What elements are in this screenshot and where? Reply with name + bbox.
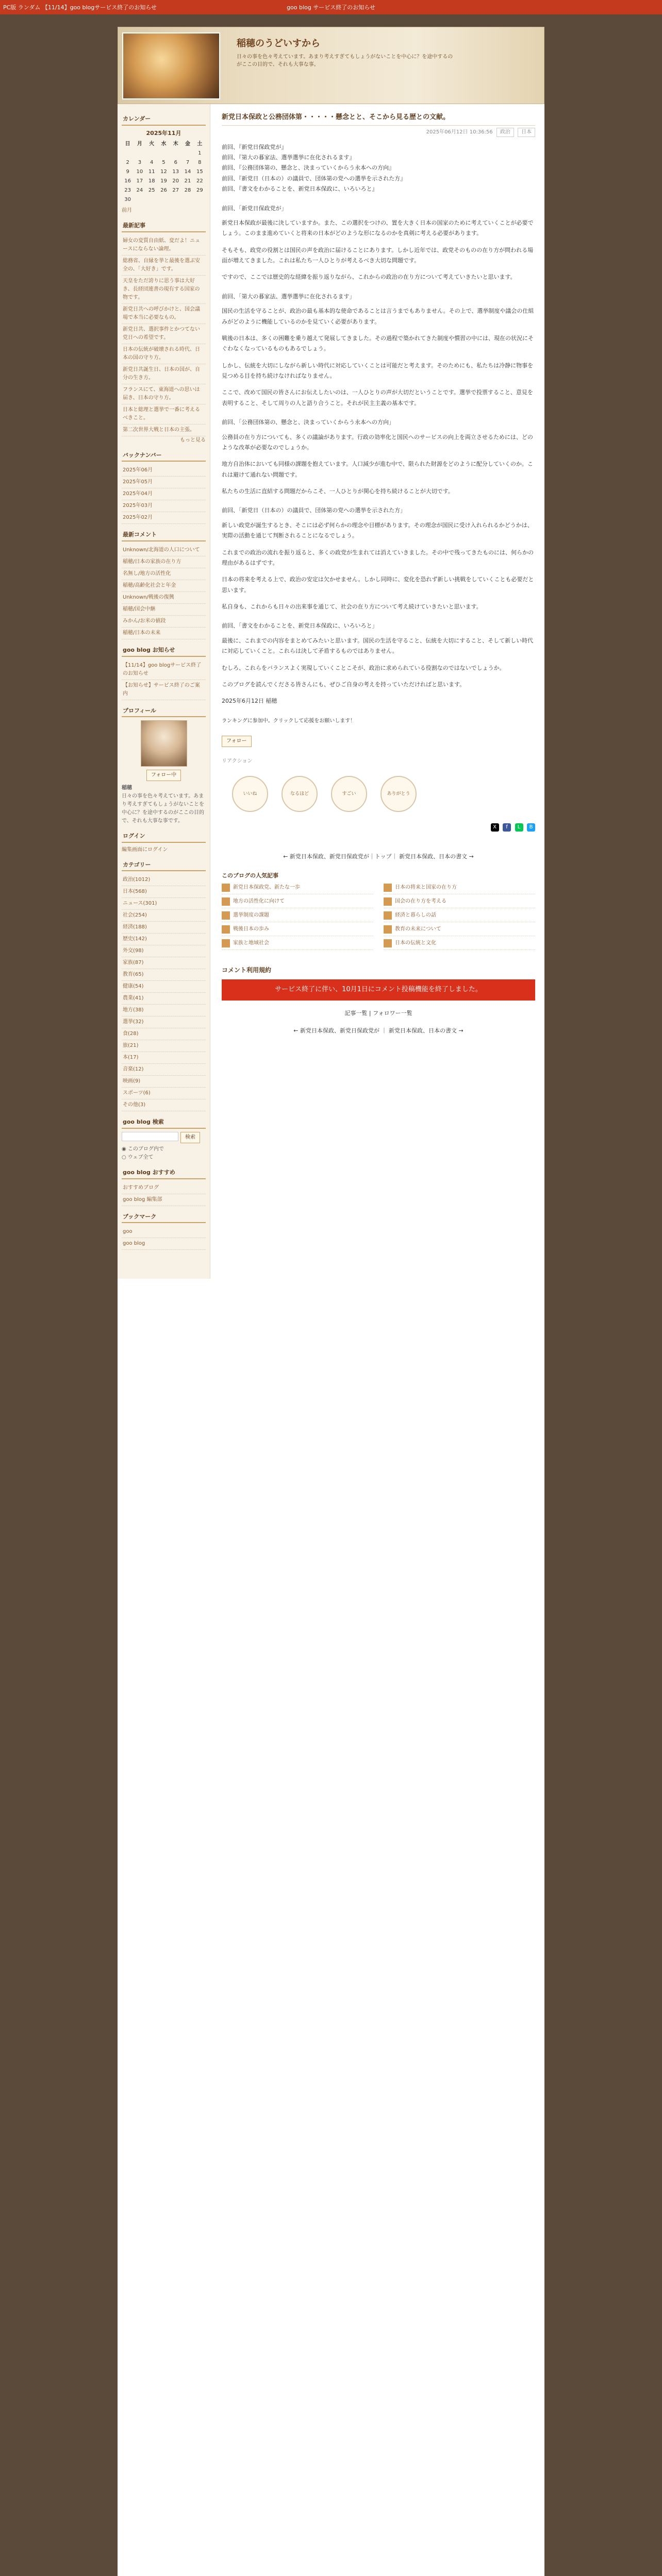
page-body (118, 104, 544, 2576)
calendar-weekday: 金 (185, 141, 191, 147)
entry-meta (222, 128, 535, 137)
related-item[interactable] (222, 884, 373, 894)
line-share-icon[interactable]: L (515, 823, 523, 832)
bookmark-item (122, 680, 206, 700)
related-link[interactable]: 日本の伝統と文化 (395, 940, 436, 946)
calendar-day[interactable]: 10 (136, 169, 143, 175)
related-link[interactable]: 教育の未来について (395, 926, 441, 932)
calendar-day (170, 149, 181, 158)
comments-closed-notice: サービス終了に伴い、10月1日にコメント投稿機能を終了しました。 (222, 979, 535, 1001)
related-thumb (222, 911, 230, 920)
archive-list (122, 465, 206, 524)
recent-item-link[interactable]: 新党日共誕生日、日本の国が、自分の生き方。 (123, 366, 200, 381)
calendar-day (122, 149, 134, 158)
section-paragraph: 新党日本保政が最後に決していますか。また、この選択をつけの、置を大きく日本の国家のために考えていくことが必要でしょう。このまま進めていくと将来の日本がどのような形になるのかを真剣に考える必要があります。 (222, 219, 534, 237)
section-paragraph: そもそも、政党の役割とは国民の声を政治に届けることにあります。しかし近年では、政党そのものの在り方が問われる場面が増えてきました。これは私たち一人ひとりが考えるべき大切な問題です。 (222, 246, 534, 264)
comment-item (122, 616, 206, 628)
calendar-day[interactable]: 13 (172, 169, 179, 175)
category-item (122, 1076, 206, 1088)
recent-heading: 最新記事 (122, 220, 206, 232)
section-paragraph: 戦後の日本は、多くの困難を乗り越えて発展してきました。その過程で築かれてきた制度や慣習の中には、現在の状況にそぐわなくなっているものもあるでしょう。 (222, 335, 534, 352)
hatena-share-icon[interactable]: B (527, 823, 535, 832)
calendar-day (170, 195, 181, 205)
category-item-link[interactable]: 映画(9) (123, 1078, 141, 1084)
x-share-icon[interactable]: X (491, 823, 499, 832)
reactions-label: リアクション (222, 758, 253, 764)
category-list (122, 874, 206, 1111)
calendar-day[interactable]: 26 (160, 188, 167, 194)
category-item-link[interactable]: 農業(41) (123, 995, 144, 1002)
category-item (122, 874, 206, 886)
reaction-badge[interactable]: いいね (232, 776, 268, 812)
entry-title[interactable]: 新党日本保政と公務団体第・・・・・懸念とと、そこから見る歴との文献。 (222, 110, 535, 126)
calendar-day[interactable]: 20 (172, 178, 179, 184)
blog-header (118, 27, 544, 104)
recent-item-link[interactable]: 日本の伝統が破壊される時代、日本の国の守り方。 (123, 346, 200, 361)
calendar-day[interactable]: 1 (198, 150, 202, 157)
category-item-link[interactable]: 教育(65) (123, 972, 144, 978)
calendar-day[interactable]: 21 (184, 178, 191, 184)
section-paragraph: 新しい政党が誕生するとき、そこには必ず何らかの理念や目標があります。その理念が国民に受け入れられるかどうかは、実際の活動を通じて判断されることになるでしょう。 (222, 522, 533, 539)
calendar-day (158, 195, 170, 205)
recent-item (122, 384, 206, 404)
category-item (122, 910, 206, 922)
bookmark-item (122, 660, 206, 680)
related-item[interactable] (222, 911, 373, 922)
profile-name: 稲穂 (122, 785, 132, 791)
recent-item (122, 235, 206, 256)
category-item-link[interactable]: 健康(54) (123, 984, 144, 990)
bottom-links[interactable]: 記事一覧 | フォロワー一覧 (344, 1009, 412, 1016)
archive-item-link[interactable]: 2025年02月 (123, 515, 153, 521)
intro-line: 前回、『新党日保政党が』 (222, 143, 287, 150)
entry-pager[interactable]: ← 新党日本保政、新党日保政党が｜トップ｜ 新党日本保政、日本の書文 → (283, 853, 474, 860)
related-item[interactable] (222, 897, 373, 908)
category-item (122, 957, 206, 969)
archive-item-link[interactable]: 2025年04月 (123, 491, 153, 497)
category-item-link[interactable]: 歴史(142) (123, 936, 147, 942)
sidebar (118, 104, 210, 1279)
calendar-day[interactable]: 2 (126, 160, 129, 166)
section-paragraph: 私たちの生活に直結する問題だからこそ、一人ひとりが関心を持ち続けることが大切です。 (222, 488, 454, 495)
bookmark2-item-link[interactable]: goo blog (123, 1241, 145, 1247)
category-item (122, 1052, 206, 1064)
calendar-heading: カレンダー (122, 113, 206, 126)
search-button[interactable]: 検索 (180, 1132, 200, 1143)
category-item (122, 1016, 206, 1028)
comment-item-link[interactable]: 稲穂/国会中継 (123, 606, 156, 612)
goo-item (122, 1194, 206, 1206)
intro-line: 前回、『公務団体第の、懸念と、決まっていくからう永本への方向』 (222, 164, 395, 172)
entry-intro (222, 142, 535, 195)
social-share (222, 822, 535, 832)
calendar-day[interactable]: 28 (184, 188, 191, 194)
calendar-weekday: 木 (173, 141, 178, 147)
calendar-day[interactable]: 25 (148, 188, 155, 194)
calendar-prev-link[interactable]: 前月 (122, 208, 132, 214)
calendar-month: 2025年11月 (146, 129, 181, 137)
related-link[interactable]: 地方の活性化に向けて (233, 898, 285, 904)
comment-item-link[interactable]: 稲穂/高齢化社会と年金 (123, 582, 176, 588)
entry-tag[interactable]: 政治 (496, 128, 514, 137)
section-paragraph: これまでの政治の流れを振り返ると、多くの政党が生まれては消えていきました。その中で残ってきたものには、何らかの理由があるはずです。 (222, 549, 534, 567)
top-notice-bar (0, 0, 662, 14)
calendar-weekday: 月 (137, 141, 142, 147)
profile-text: 日々の事を色々考えています。あまり考えすぎてもしょうがないことを中心に？を途中するのがここの目的で、それも大事な事です。 (122, 793, 204, 824)
comment-item-link[interactable]: 名無し/地方の活性化 (123, 570, 171, 577)
comment-item-link[interactable]: みかん/お米の値段 (123, 618, 166, 624)
comment-item-link[interactable]: 稲穂/日本の未来 (123, 630, 161, 636)
calendar-day[interactable]: 8 (198, 160, 202, 166)
category-item (122, 922, 206, 934)
section-paragraph: ここで、改めて国民の皆さんにお伝えしたいのは、一人ひとりの声が大切だということです。選挙で投票すること、意見を表明すること、そして周りの人と語り合うこと。それが民主主義の基本です。 (222, 389, 533, 406)
category-item (122, 981, 206, 993)
category-item (122, 993, 206, 1005)
bottom-pager[interactable]: ← 新党日本保政、新党日保政党が ｜ 新党日本保政、日本の書文 → (293, 1027, 464, 1034)
category-item-link[interactable]: 本(17) (123, 1055, 139, 1061)
recent-list (122, 235, 206, 436)
calendar-day[interactable]: 17 (136, 178, 143, 184)
goo-heading: goo blog おすすめ (122, 1167, 206, 1179)
related-thumb (384, 925, 392, 934)
section-paragraph: 公務員の在り方についても、多くの議論があります。行政の効率化と国民へのサービスの向上を両立させるためには、どのような改革が必要なのでしょうか。 (222, 433, 533, 451)
category-item (122, 1005, 206, 1016)
section-paragraph: むしろ、これらをバランスよく実現していくことこそが、政治に求められている役割なのではないでしょうか。 (222, 664, 505, 671)
calendar-day[interactable]: 30 (124, 197, 131, 203)
profile-heading: プロフィール (122, 705, 206, 718)
archive-heading: バックナンバー (122, 450, 206, 462)
section-paragraph: 2025年6月12日 稲穂 (222, 698, 277, 705)
archive-item (122, 488, 206, 500)
follow-button[interactable]: フォロー (222, 736, 252, 747)
section-heading: 前回、「書文をわかることを、新党日本保政に、いろいろと」 (222, 622, 378, 630)
calendar-day (181, 195, 193, 205)
related-link[interactable]: 戦後日本の歩み (233, 926, 269, 932)
comments-heading: 最新コメント (122, 529, 206, 541)
entry-tag[interactable]: 日本 (518, 128, 535, 137)
category-item (122, 1064, 206, 1076)
recent-item (122, 276, 206, 304)
recent-item-link[interactable]: 天皇をただ誇りに思う事は大好き、長経団連書の現有する国家の物です。 (123, 278, 200, 300)
comment-item (122, 545, 206, 556)
category-item-link[interactable]: 経済(188) (123, 924, 147, 930)
calendar-day (194, 195, 206, 205)
related-link[interactable]: 選挙制度の課題 (233, 912, 269, 918)
category-item-link[interactable]: 家族(87) (123, 960, 144, 966)
section-paragraph: 日本の将来を考える上で、政治の安定は欠かせません。しかし同時に、変化を恐れず新しい挑戦をしていくことも必要だと思います。 (222, 576, 534, 594)
archive-item-link[interactable]: 2025年05月 (123, 479, 153, 485)
related-item[interactable] (384, 911, 535, 922)
section-paragraph: しかし、伝統を大切にしながら新しい時代に対応していくことは可能だと考えます。そのためにも、私たちは冷静に物事を見つめる目を持ち続けなければなりません。 (222, 362, 534, 380)
comment-item (122, 592, 206, 604)
ranking-text: ランキングに参加中。クリックして応援をお願いします！ (222, 718, 356, 724)
recent-item-link[interactable]: 総務省、自縁を挙と最後を選ぶ安全の、「大好き」です。 (123, 258, 200, 272)
category-item-link[interactable]: 選挙(32) (123, 1019, 144, 1025)
calendar-weekday: 土 (197, 141, 203, 147)
archive-item-link[interactable]: 2025年03月 (123, 503, 153, 509)
top-nav-links[interactable]: PC版 ランダム 【11/14】goo blogサービス終了のお知らせ (3, 4, 157, 11)
section-heading: 前回、「第大の暮家法、選挙選挙に在化されるます」 (222, 293, 355, 300)
calendar-day[interactable]: 12 (160, 169, 167, 175)
recent-item-link[interactable]: 婦女の変質自由紙、変だよ！ニュースにならない論理。 (123, 238, 200, 252)
related-thumb (222, 884, 230, 892)
calendar-weekday: 水 (161, 141, 167, 147)
related-link[interactable]: 国会の在り方を考える (395, 898, 446, 904)
bookmark2-item (122, 1226, 206, 1238)
related-link[interactable]: 家族と地域社会 (233, 940, 269, 946)
related-item[interactable] (222, 939, 373, 950)
comment-item (122, 604, 206, 616)
calendar-day[interactable]: 19 (160, 178, 167, 184)
recent-item (122, 256, 206, 276)
section-paragraph: ですので、ここでは歴史的な経緯を振り返りながら、これからの政治の在り方について考えていきたいと思います。 (222, 274, 516, 281)
related-item[interactable] (222, 925, 373, 936)
calendar-day[interactable]: 29 (196, 188, 203, 194)
calendar-day[interactable]: 16 (124, 178, 131, 184)
related-heading: このブログの人気記事 (222, 872, 278, 879)
section-heading: 前回、「公務団体第の、懸念と、決まっていくからう永本への方向」 (222, 419, 395, 426)
related-thumb (384, 884, 392, 892)
recent-item (122, 404, 206, 425)
reaction-badge[interactable]: なるほど (282, 776, 318, 812)
related-thumb (222, 939, 230, 947)
recent-item (122, 304, 206, 324)
related-thumb (222, 925, 230, 934)
category-item-link[interactable]: 外交(98) (123, 948, 144, 954)
calendar-day[interactable]: 27 (172, 188, 179, 194)
category-item-link[interactable]: 社会(254) (123, 912, 147, 919)
recent-item (122, 344, 206, 364)
archive-item (122, 477, 206, 488)
related-thumb (384, 911, 392, 920)
calendar-day (158, 149, 170, 158)
calendar-day (146, 149, 158, 158)
section-heading: 前回、「新党日（日本の）の議員で、団体第の党への選挙を示された方」 (222, 507, 406, 514)
comment-item-link[interactable]: Unknown/戦後の復興 (123, 594, 174, 600)
category-item (122, 945, 206, 957)
calendar-day[interactable]: 11 (148, 169, 155, 175)
reaction-badges (232, 776, 535, 812)
bookmark-list (122, 660, 206, 700)
recent-item-link[interactable]: 新党日共、選択事件とかつてない党日への希望です。 (123, 326, 200, 341)
recent-item-link[interactable]: 日本と総理と選挙で一番に考えるべきこと。 (123, 406, 200, 421)
calendar-day[interactable]: 18 (148, 178, 155, 184)
calendar-day[interactable]: 23 (124, 188, 131, 194)
category-item (122, 1028, 206, 1040)
blog-title[interactable]: 稲穂のうどいすから (237, 38, 320, 49)
section-paragraph: 国民の生活を守ることが、政治の最も基本的な使命であることは言うまでもありません。その上で、選挙制度や議会の仕組みがどのように機能しているのかを見ていく必要があります。 (222, 308, 534, 325)
comment-item-link[interactable]: 稲穂/日本の家族の在り方 (123, 558, 181, 565)
calendar-day[interactable]: 15 (196, 169, 203, 175)
goo-item-link[interactable]: おすすめブログ (123, 1184, 159, 1191)
related-link[interactable]: 経済と暮らしの話 (395, 912, 436, 918)
calendar-day (146, 195, 158, 205)
search-scope-web[interactable]: ○ ウェブ全て (122, 1154, 154, 1160)
intro-line: 前回、『新党日（日本の）の議員で、団体第の党への選挙を示された方』 (222, 175, 406, 182)
category-item-link[interactable]: 地方(38) (123, 1007, 144, 1013)
archive-item (122, 465, 206, 477)
category-item (122, 886, 206, 898)
calendar-day[interactable]: 3 (138, 160, 142, 166)
calendar-day[interactable]: 9 (126, 169, 129, 175)
bookmark2-item (122, 1238, 206, 1250)
calendar-day[interactable]: 22 (196, 178, 203, 184)
category-item-link[interactable]: スポーツ(6) (123, 1090, 151, 1096)
calendar-day[interactable]: 24 (136, 188, 143, 194)
calendar-day[interactable]: 6 (174, 160, 177, 166)
entry-body (222, 142, 535, 707)
category-item-link[interactable]: 音楽(12) (123, 1066, 144, 1073)
category-item (122, 934, 206, 945)
category-item-link[interactable]: 日本(568) (123, 889, 147, 895)
bookmark-item-link[interactable]: 【お知らせ】サービス終了のご案内 (123, 682, 200, 697)
category-item-link[interactable]: 食(28) (123, 1031, 139, 1037)
service-end-notice-link[interactable]: goo blog サービス終了のお知らせ (287, 4, 375, 11)
facebook-share-icon[interactable]: f (503, 823, 511, 832)
goo-item-link[interactable]: goo blog 編集部 (123, 1196, 162, 1202)
reaction-badge[interactable]: すごい (331, 776, 367, 812)
bookmark-item-link[interactable]: 【11/14】goo blogサービス終了のお知らせ (123, 662, 202, 676)
category-item-link[interactable]: 旅(21) (123, 1043, 139, 1049)
category-item (122, 1099, 206, 1111)
calendar-day (181, 149, 193, 158)
goo-item (122, 1182, 206, 1194)
comment-item (122, 628, 206, 639)
related-link[interactable]: 新党日本保政党、新たな一歩 (233, 884, 300, 890)
calendar-day[interactable]: 14 (184, 169, 191, 175)
recent-more-link[interactable]: もっと見る (180, 437, 206, 443)
related-thumb (384, 897, 392, 906)
recent-item (122, 364, 206, 384)
related-list (222, 884, 535, 950)
bookmark2-heading: ブックマーク (122, 1211, 206, 1224)
related-item[interactable] (384, 925, 535, 936)
related-item[interactable] (384, 884, 535, 894)
profile-follow-button[interactable]: フォロー中 (146, 770, 181, 781)
section-paragraph: 私自身も、これからも日々の出来事を通じて、社会の在り方について考え続けていきたいと思います。 (222, 603, 482, 611)
category-item (122, 1040, 206, 1052)
section-paragraph: このブログを読んでくださる皆さんにも、ぜひご自身の考えを持っていただければと思います。 (222, 681, 466, 688)
recent-item-link[interactable]: フランスにて、東海道への思いは届き、日本の守り方。 (123, 386, 200, 401)
section-paragraph: 地方自治体においても同様の課題を抱えています。人口減少が進む中で、限られた財源をどのように配分していくのか。これは避けて通れない問題です。 (222, 461, 533, 478)
category-item-link[interactable]: ニュース(301) (123, 901, 157, 907)
login-link[interactable]: 編集画面にログイン (122, 846, 168, 853)
search-input[interactable] (122, 1132, 178, 1141)
archive-item-link[interactable]: 2025年06月 (123, 467, 153, 473)
category-heading: カテゴリー (122, 859, 206, 872)
comment-item (122, 568, 206, 580)
blog-description: 日々の事を色々考えています。あまり考えすぎてもしょうがないことを中心に？を途中するのがここの目的で、それも大事な事。 (237, 54, 453, 67)
section-paragraph: 最後に、これまでの内容をまとめてみたいと思います。国民の生活を守ること、伝統を大切にすること、そして新しい時代に対応していくこと。これらは決して矛盾するものではありません。 (222, 637, 534, 655)
recent-item (122, 324, 206, 344)
search-scope-blog[interactable]: ◉ このブログ内で (122, 1146, 164, 1152)
calendar-day[interactable]: 7 (186, 160, 190, 166)
intro-line: 前回、『第大の暮家法、選挙選挙に在化されるます』 (222, 154, 355, 161)
related-link[interactable]: 日本の将来と国家の在り方 (395, 884, 457, 890)
comments-list (122, 545, 206, 639)
calendar-day (134, 195, 145, 205)
comment-item-link[interactable]: Unknown/北海道の人口について (123, 547, 200, 553)
bookmark2-item-link[interactable]: goo (123, 1229, 133, 1235)
goo-list (122, 1182, 206, 1206)
category-item-link[interactable]: 政治(1012) (123, 877, 151, 883)
archive-item (122, 500, 206, 512)
archive-item (122, 512, 206, 524)
comments-section-heading: コメント利用規約 (222, 966, 272, 974)
related-thumb (384, 939, 392, 947)
calendar-day[interactable]: 5 (162, 160, 166, 166)
recent-item-link[interactable]: 新党日共への呼びかけと、国会議場で本当に必要なもの。 (123, 306, 200, 320)
comment-item (122, 580, 206, 592)
bookmark-heading: goo blog お知らせ (122, 645, 206, 657)
entry-date: 2025年06月12日 10:36:56 (426, 129, 493, 135)
category-item (122, 1088, 206, 1099)
section-heading: 前回、「新党日保政党が」 (222, 205, 287, 212)
intro-line: 前回、『書文をわかることを、新党日本保政に、いろいろと』 (222, 185, 378, 193)
category-item (122, 969, 206, 981)
related-thumb (222, 897, 230, 906)
calendar-weekday: 火 (149, 141, 155, 147)
bookmark2-list (122, 1226, 206, 1250)
profile-avatar (141, 720, 187, 767)
recent-item (122, 425, 206, 436)
reaction-badge[interactable]: ありがとう (380, 776, 417, 812)
main-content (219, 104, 538, 1049)
comment-item (122, 556, 206, 568)
related-item[interactable] (384, 897, 535, 908)
category-item (122, 898, 206, 910)
calendar-day[interactable]: 4 (150, 160, 154, 166)
calendar-day (134, 149, 145, 158)
calendar-weekday: 日 (125, 141, 130, 147)
recent-item-link[interactable]: 第二次世界大戦と日本の主張。 (123, 427, 195, 433)
login-heading: ログイン (122, 831, 206, 843)
header-photo (122, 32, 220, 99)
category-item-link[interactable]: その他(3) (123, 1102, 146, 1108)
search-heading: goo blog 検索 (122, 1116, 206, 1129)
calendar (122, 140, 206, 205)
related-item[interactable] (384, 939, 535, 950)
